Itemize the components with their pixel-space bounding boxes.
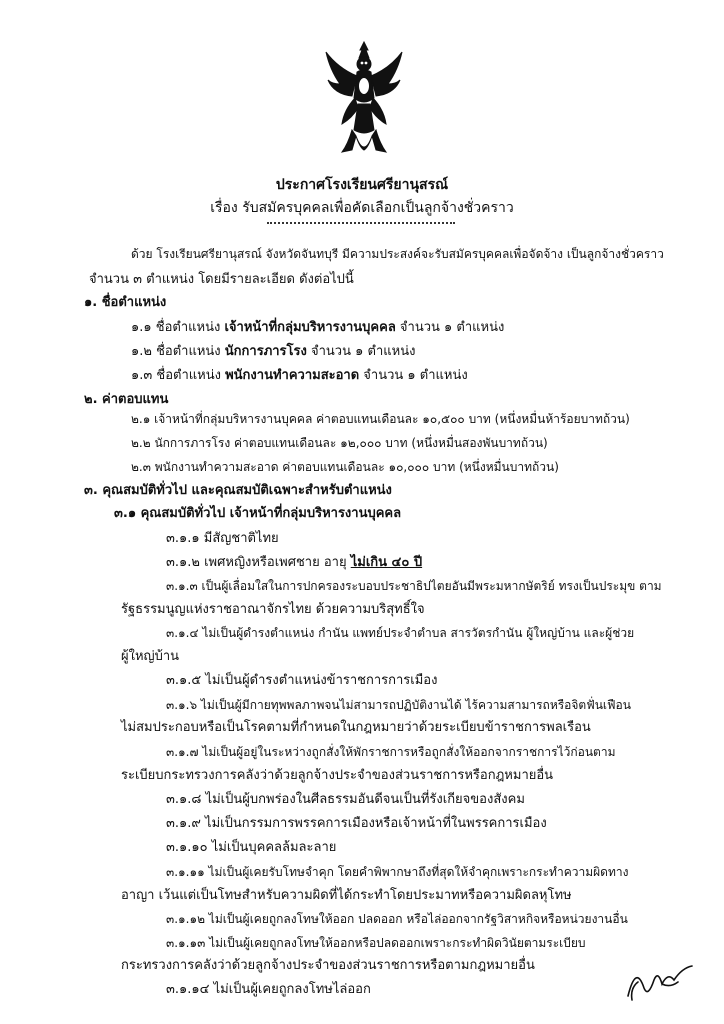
qualification-2-text: ๓.๑.๒ เพศหญิงหรือเพศชาย อายุ bbox=[166, 555, 351, 570]
section-3-1-heading: ๓.๑ คุณสมบัติทั่วไป เจ้าหน้าที่กลุ่มบริหารงานบุคคล bbox=[114, 506, 402, 521]
qualification-10: ๓.๑.๑๐ ไม่เป็นบุคคลล้มละลาย bbox=[166, 840, 337, 855]
qualification-14: ๓.๑.๑๔ ไม่เป็นผู้เคยถูกลงโทษไล่ออก bbox=[166, 982, 371, 997]
qualification-3-line-1: ๓.๑.๓ เป็นผู้เลื่อมใสในการปกครองระบอบประชาธิปไตยอันมีพระมหากษัตริย์ ทรงเป็นประมุข ตาม bbox=[166, 579, 662, 593]
salary-item-3: ๒.๓ พนักงานทำความสะอาด ค่าตอบแทนเดือนละ ๑๐,๐๐๐ บาท (หนึ่งหมื่นบาทถ้วน) bbox=[131, 460, 559, 474]
qualification-11-line-2: อาญา เว้นแต่เป็นโทษสำหรับความผิดที่ได้กระทำโดยประมาทหรือความผิดลหุโทษ bbox=[121, 888, 572, 903]
position-name: พนักงานทำความสะอาด bbox=[225, 368, 360, 383]
signature-initials bbox=[622, 958, 702, 1004]
qualification-5: ๓.๑.๕ ไม่เป็นผู้ดำรงตำแหน่งข้าราชการการเมือง bbox=[166, 673, 438, 688]
salary-item-2: ๒.๒ นักการภารโรง ค่าตอบแทนเดือนละ ๑๒,๐๐๐ บาท (หนึ่งหมื่นสองพันบาทถ้วน) bbox=[131, 436, 548, 450]
position-count: จำนวน ๑ ตำแหน่ง bbox=[395, 320, 505, 335]
position-item-prefix: ๑.๒ ชื่อตำแหน่ง bbox=[131, 344, 225, 359]
intro-line-2: จำนวน ๓ ตำแหน่ง โดยมีรายละเอียด ดังต่อไปนี้ bbox=[89, 272, 354, 287]
position-item-prefix: ๑.๑ ชื่อตำแหน่ง bbox=[131, 320, 225, 335]
position-item-prefix: ๑.๓ ชื่อตำแหน่ง bbox=[131, 368, 226, 383]
qualification-2 bbox=[166, 554, 422, 572]
position-item-2 bbox=[131, 343, 415, 361]
qualification-6-line-2: ไม่สมประกอบหรือเป็นโรคตามที่กำหนดในกฎหมายว่าด้วยระเบียบข้าราชการพลเรือน bbox=[121, 720, 591, 735]
qualification-13-line-1: ๓.๑.๑๓ ไม่เป็นผู้เคยถูกลงโทษให้ออกหรือปลดออกเพราะกระทำผิดวินัยตามระเบียบ bbox=[166, 936, 586, 950]
section-2-heading: ๒. ค่าตอบแทน bbox=[84, 392, 169, 407]
position-count: จำนวน ๑ ตำแหน่ง bbox=[359, 368, 468, 383]
announcement-subject: เรื่อง รับสมัครบุคคลเพื่อคัดเลือกเป็นลูกจ้างชั่วคราว bbox=[210, 200, 514, 216]
qualification-13-line-2: กระทรวงการคลังว่าด้วยลูกจ้างประจำของส่วนราชการหรือตามกฎหมายอื่น bbox=[121, 958, 535, 973]
qualification-4-line-1: ๓.๑.๔ ไม่เป็นผู้ดำรงตำแหน่ง กำนัน แพทย์ประจำตำบล สารวัตรกำนัน ผู้ใหญ่บ้าน และผู้ช่วย bbox=[166, 626, 635, 640]
age-limit: ไม่เกิน ๔๐ ปี bbox=[350, 555, 423, 570]
section-3-heading: ๓. คุณสมบัติทั่วไป และคุณสมบัติเฉพาะสำหรับตำแหน่ง bbox=[84, 483, 392, 498]
qualification-3-line-2: รัฐธรรมนูญแห่งราชอาณาจักรไทย ด้วยความบริสุทธิ์ใจ bbox=[121, 602, 425, 617]
position-name: นักการภารโรง bbox=[224, 344, 307, 359]
qualification-9: ๓.๑.๙ ไม่เป็นกรรมการพรรคการเมืองหรือเจ้าหน้าที่ในพรรคการเมือง bbox=[166, 816, 547, 831]
position-item-3 bbox=[131, 367, 468, 385]
section-1-heading: ๑. ชื่อตำแหน่ง bbox=[84, 295, 167, 310]
qualification-8: ๓.๑.๘ ไม่เป็นผู้บกพร่องในศีลธรรมอันดีจนเป็นที่รังเกียจของสังคม bbox=[166, 792, 525, 807]
qualification-11-line-1: ๓.๑.๑๑ ไม่เป็นผู้เคยรับโทษจำคุก โดยคำพิพากษาถึงที่สุดให้จำคุกเพราะกระทำความผิดทาง bbox=[166, 865, 629, 879]
qualification-4-line-2: ผู้ใหญ่บ้าน bbox=[121, 649, 180, 664]
dotted-divider bbox=[267, 222, 455, 224]
position-item-1 bbox=[131, 319, 504, 337]
position-name: เจ้าหน้าที่กลุ่มบริหารงานบุคคล bbox=[224, 320, 396, 335]
garuda-emblem-icon bbox=[322, 40, 406, 158]
qualification-12: ๓.๑.๑๒ ไม่เป็นผู้เคยถูกลงโทษให้ออก ปลดออก หรือไล่ออกจากรัฐวิสาหกิจหรือหน่วยงานอื่น bbox=[166, 912, 628, 926]
intro-line-1: ด้วย โรงเรียนศรียานุสรณ์ จังหวัดจันทบุรี มีความประสงค์จะรับสมัครบุคคลเพื่อจัดจ้าง เป็นลูกจ้างชั่วคราว bbox=[131, 247, 664, 261]
qualification-7-line-1: ๓.๑.๗ ไม่เป็นผู้อยู่ในระหว่างถูกสั่งให้พักราชการหรือถูกสั่งให้ออกจากราชการไว้ก่อนตาม bbox=[166, 745, 616, 759]
qualification-6-line-1: ๓.๑.๖ ไม่เป็นผู้มีกายทุพพลภาพจนไม่สามารถปฏิบัติงานได้ ไร้ความสามารถหรือจิตฟั่นเฟือน bbox=[166, 698, 631, 712]
position-count: จำนวน ๑ ตำแหน่ง bbox=[306, 344, 416, 359]
salary-item-1: ๒.๑ เจ้าหน้าที่กลุ่มบริหารงานบุคคล ค่าตอบแทนเดือนละ ๑๐,๕๐๐ บาท (หนึ่งหมื่นห้าร้อยบาทถ้วน) bbox=[131, 412, 630, 426]
announcement-title: ประกาศโรงเรียนศรียานุสรณ์ bbox=[275, 177, 449, 193]
qualification-7-line-2: ระเบียบกระทรวงการคลังว่าด้วยลูกจ้างประจำของส่วนราชการหรือกฎหมายอื่น bbox=[121, 768, 554, 783]
qualification-1: ๓.๑.๑ มีสัญชาติไทย bbox=[166, 531, 279, 546]
